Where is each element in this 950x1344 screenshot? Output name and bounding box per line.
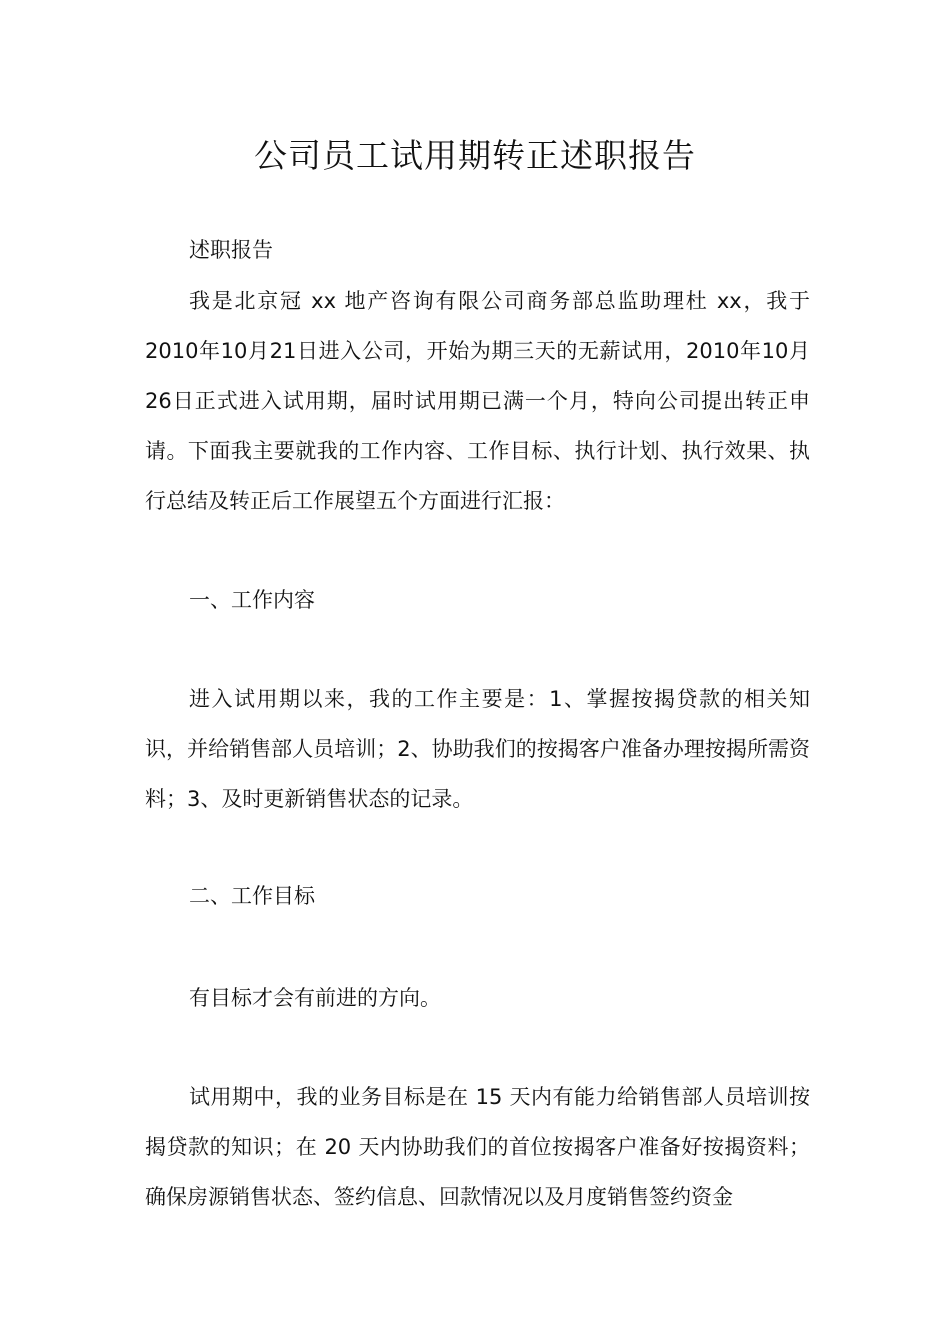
section1-heading: 一、工作内容	[189, 588, 315, 612]
section2-paragraph-1: 有目标才会有前进的方向。	[189, 986, 441, 1010]
intro-heading: 述职报告	[189, 238, 273, 262]
section2-paragraph-2: 试用期中，我的业务目标是在 15 天内有能力给销售部人员培训按揭贷款的知识；在 20 天内协助我们的首位按揭客户准备好按揭资料；确保房源销售状态、签约信息、回款情况以及月度销售签约资金	[145, 1085, 810, 1209]
section1-paragraph: 进入试用期以来，我的工作主要是：1、掌握按揭贷款的相关知识，并给销售部人员培训；2、协助我们的按揭客户准备办理按揭所需资料；3、及时更新销售状态的记录。	[145, 687, 810, 811]
intro-paragraph: 我是北京冠 xx 地产咨询有限公司商务部总监助理杜 xx，我于 2010年10月21日进入公司，开始为期三天的无薪试用，2010年10月26日正式进入试用期，届时试用期已满一个月，特向公司提出转正申请。下面我主要就我的工作内容、工作目标、执行计划、执行效果、执行总结及转正后工作展望五个方面进行汇报：	[145, 289, 810, 513]
document-title: 公司员工试用期转正述职报告	[254, 136, 696, 175]
section2-heading: 二、工作目标	[189, 884, 315, 908]
